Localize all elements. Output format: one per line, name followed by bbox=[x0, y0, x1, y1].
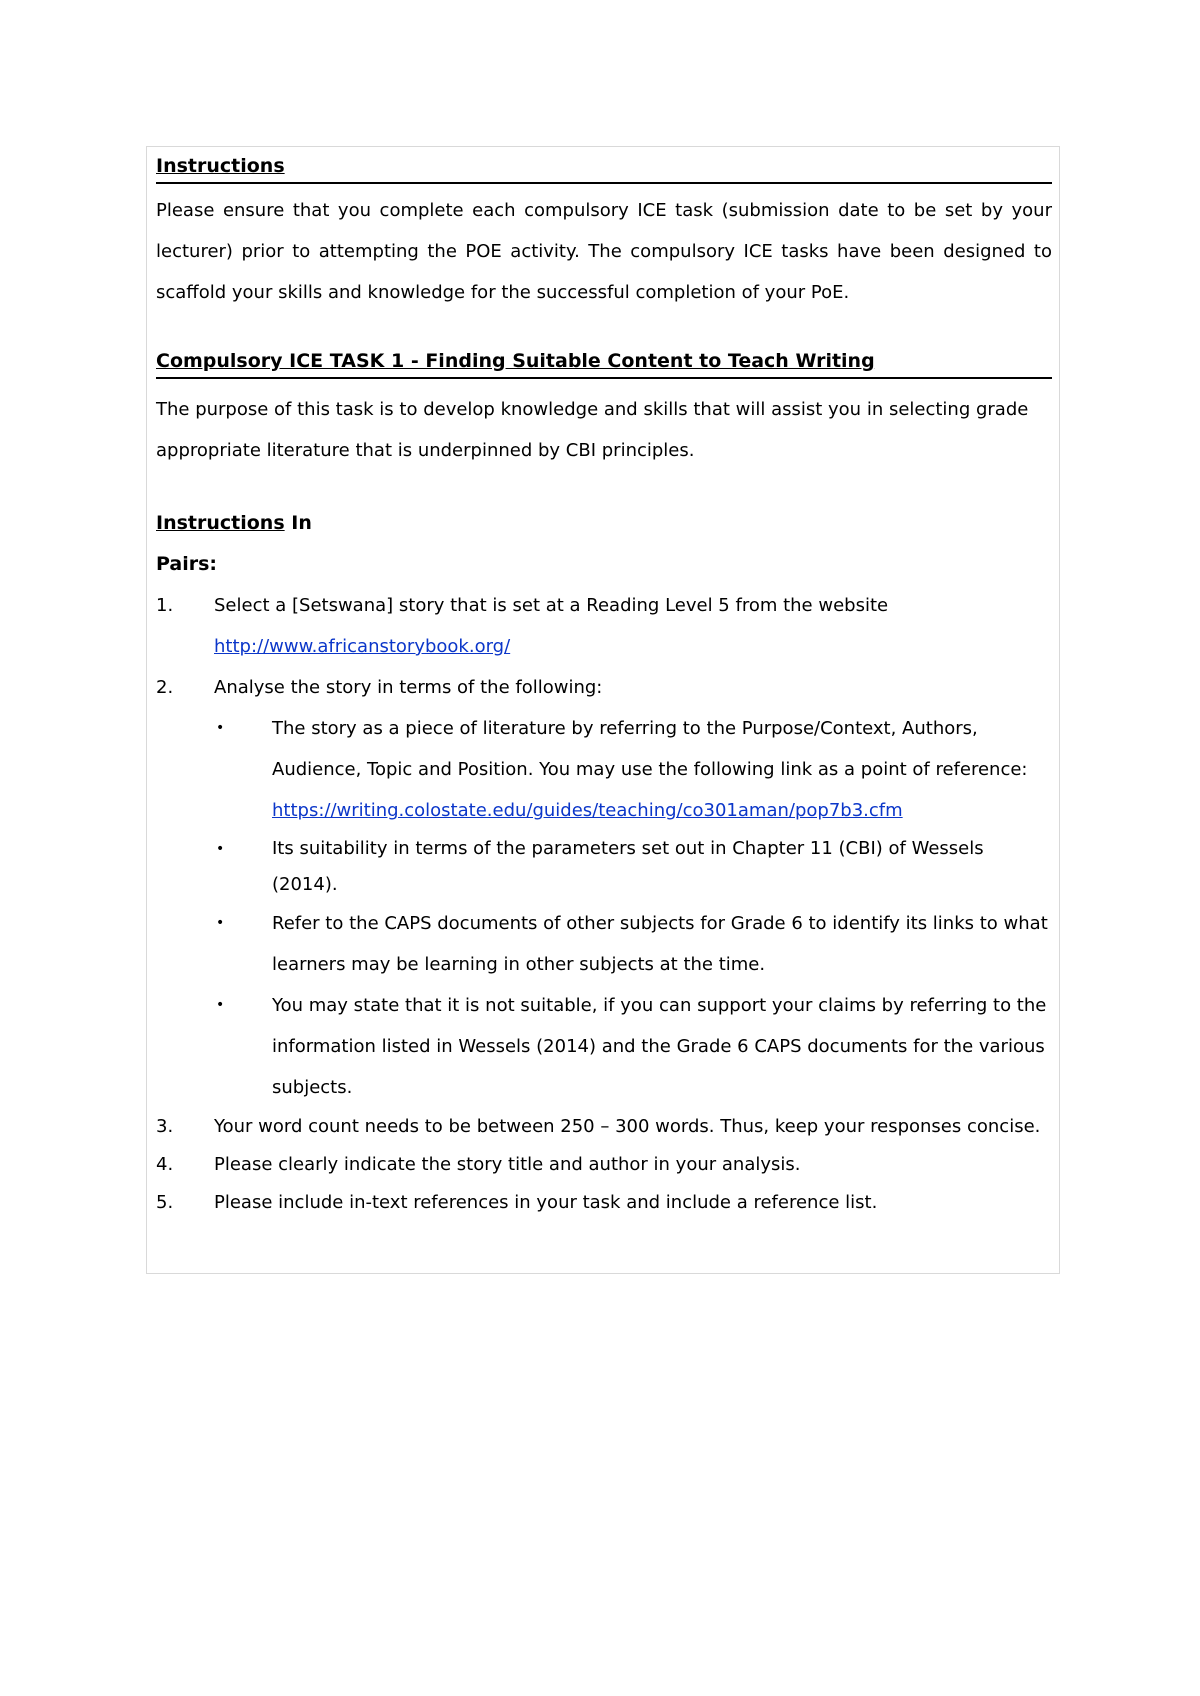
african-storybook-link[interactable]: http://www.africanstorybook.org/ bbox=[214, 636, 511, 657]
list-number: 3. bbox=[156, 1116, 174, 1137]
bullet-item bbox=[214, 903, 1052, 985]
pairs-label: Pairs: bbox=[156, 553, 218, 575]
bullet-text: You may state that it is not suitable, if you can support your claims by referring to the information listed in Wessels (2014) and the Grade 6 CAPS documents for the various subjects. bbox=[272, 995, 1047, 1098]
step-text: Analyse the story in terms of the following: bbox=[214, 677, 603, 698]
bullet-item bbox=[214, 708, 1052, 831]
instructions-in-label: Instructions In bbox=[156, 512, 312, 534]
bullet-icon: • bbox=[216, 915, 225, 931]
list-item bbox=[156, 1108, 1052, 1146]
bullet-text: Its suitability in terms of the parameters set out in Chapter 11 (CBI) of Wessels (2014). bbox=[272, 838, 984, 895]
bullet-text: The story as a piece of literature by referring to the Purpose/Context, Authors, Audience, Topic and Position. You may use the following link as a point of reference: bbox=[272, 718, 1028, 780]
instructions-paragraph: Please ensure that you complete each compulsory ICE task (submission date to be set by your lecturer) prior to attempting the POE activity. The compulsory ICE tasks have been designed to scaffold your skills and knowledge for the successful completion of your PoE. bbox=[156, 200, 1052, 303]
task-steps-list bbox=[156, 585, 1052, 1222]
list-item bbox=[156, 585, 1052, 667]
step-text: Please clearly indicate the story title and author in your analysis. bbox=[214, 1154, 801, 1175]
step-text: Please include in-text references in your task and include a reference list. bbox=[214, 1192, 878, 1213]
instructions-heading: Instructions bbox=[156, 150, 1052, 184]
list-number: 1. bbox=[156, 595, 174, 616]
step-text: Select a [Setswana] story that is set at a Reading Level 5 from the website bbox=[214, 595, 889, 616]
document-body bbox=[156, 150, 1052, 1222]
list-number: 2. bbox=[156, 677, 174, 698]
colostate-link[interactable]: https://writing.colostate.edu/guides/teaching/co301aman/pop7b3.cfm bbox=[272, 800, 903, 821]
task-purpose-paragraph: The purpose of this task is to develop knowledge and skills that will assist you in selecting grade appropriate literature that is underpinned by CBI principles. bbox=[156, 399, 1029, 461]
bullet-item bbox=[214, 985, 1052, 1108]
bullet-item bbox=[214, 831, 1052, 903]
list-item bbox=[156, 1146, 1052, 1184]
list-number: 4. bbox=[156, 1154, 174, 1175]
bullet-text: Refer to the CAPS documents of other subjects for Grade 6 to identify its links to what learners may be learning in other subjects at the time. bbox=[272, 913, 1048, 975]
task-heading: Compulsory ICE TASK 1 - Finding Suitable Content to Teach Writing bbox=[156, 345, 1052, 379]
bullet-icon: • bbox=[216, 720, 225, 736]
analysis-bullets bbox=[214, 708, 1052, 1108]
step-text: Your word count needs to be between 250 – 300 words. Thus, keep your responses concise. bbox=[214, 1116, 1041, 1137]
list-number: 5. bbox=[156, 1192, 174, 1213]
list-item bbox=[156, 667, 1052, 1108]
bullet-icon: • bbox=[216, 841, 225, 857]
bullet-icon: • bbox=[216, 997, 225, 1013]
list-item bbox=[156, 1184, 1052, 1222]
